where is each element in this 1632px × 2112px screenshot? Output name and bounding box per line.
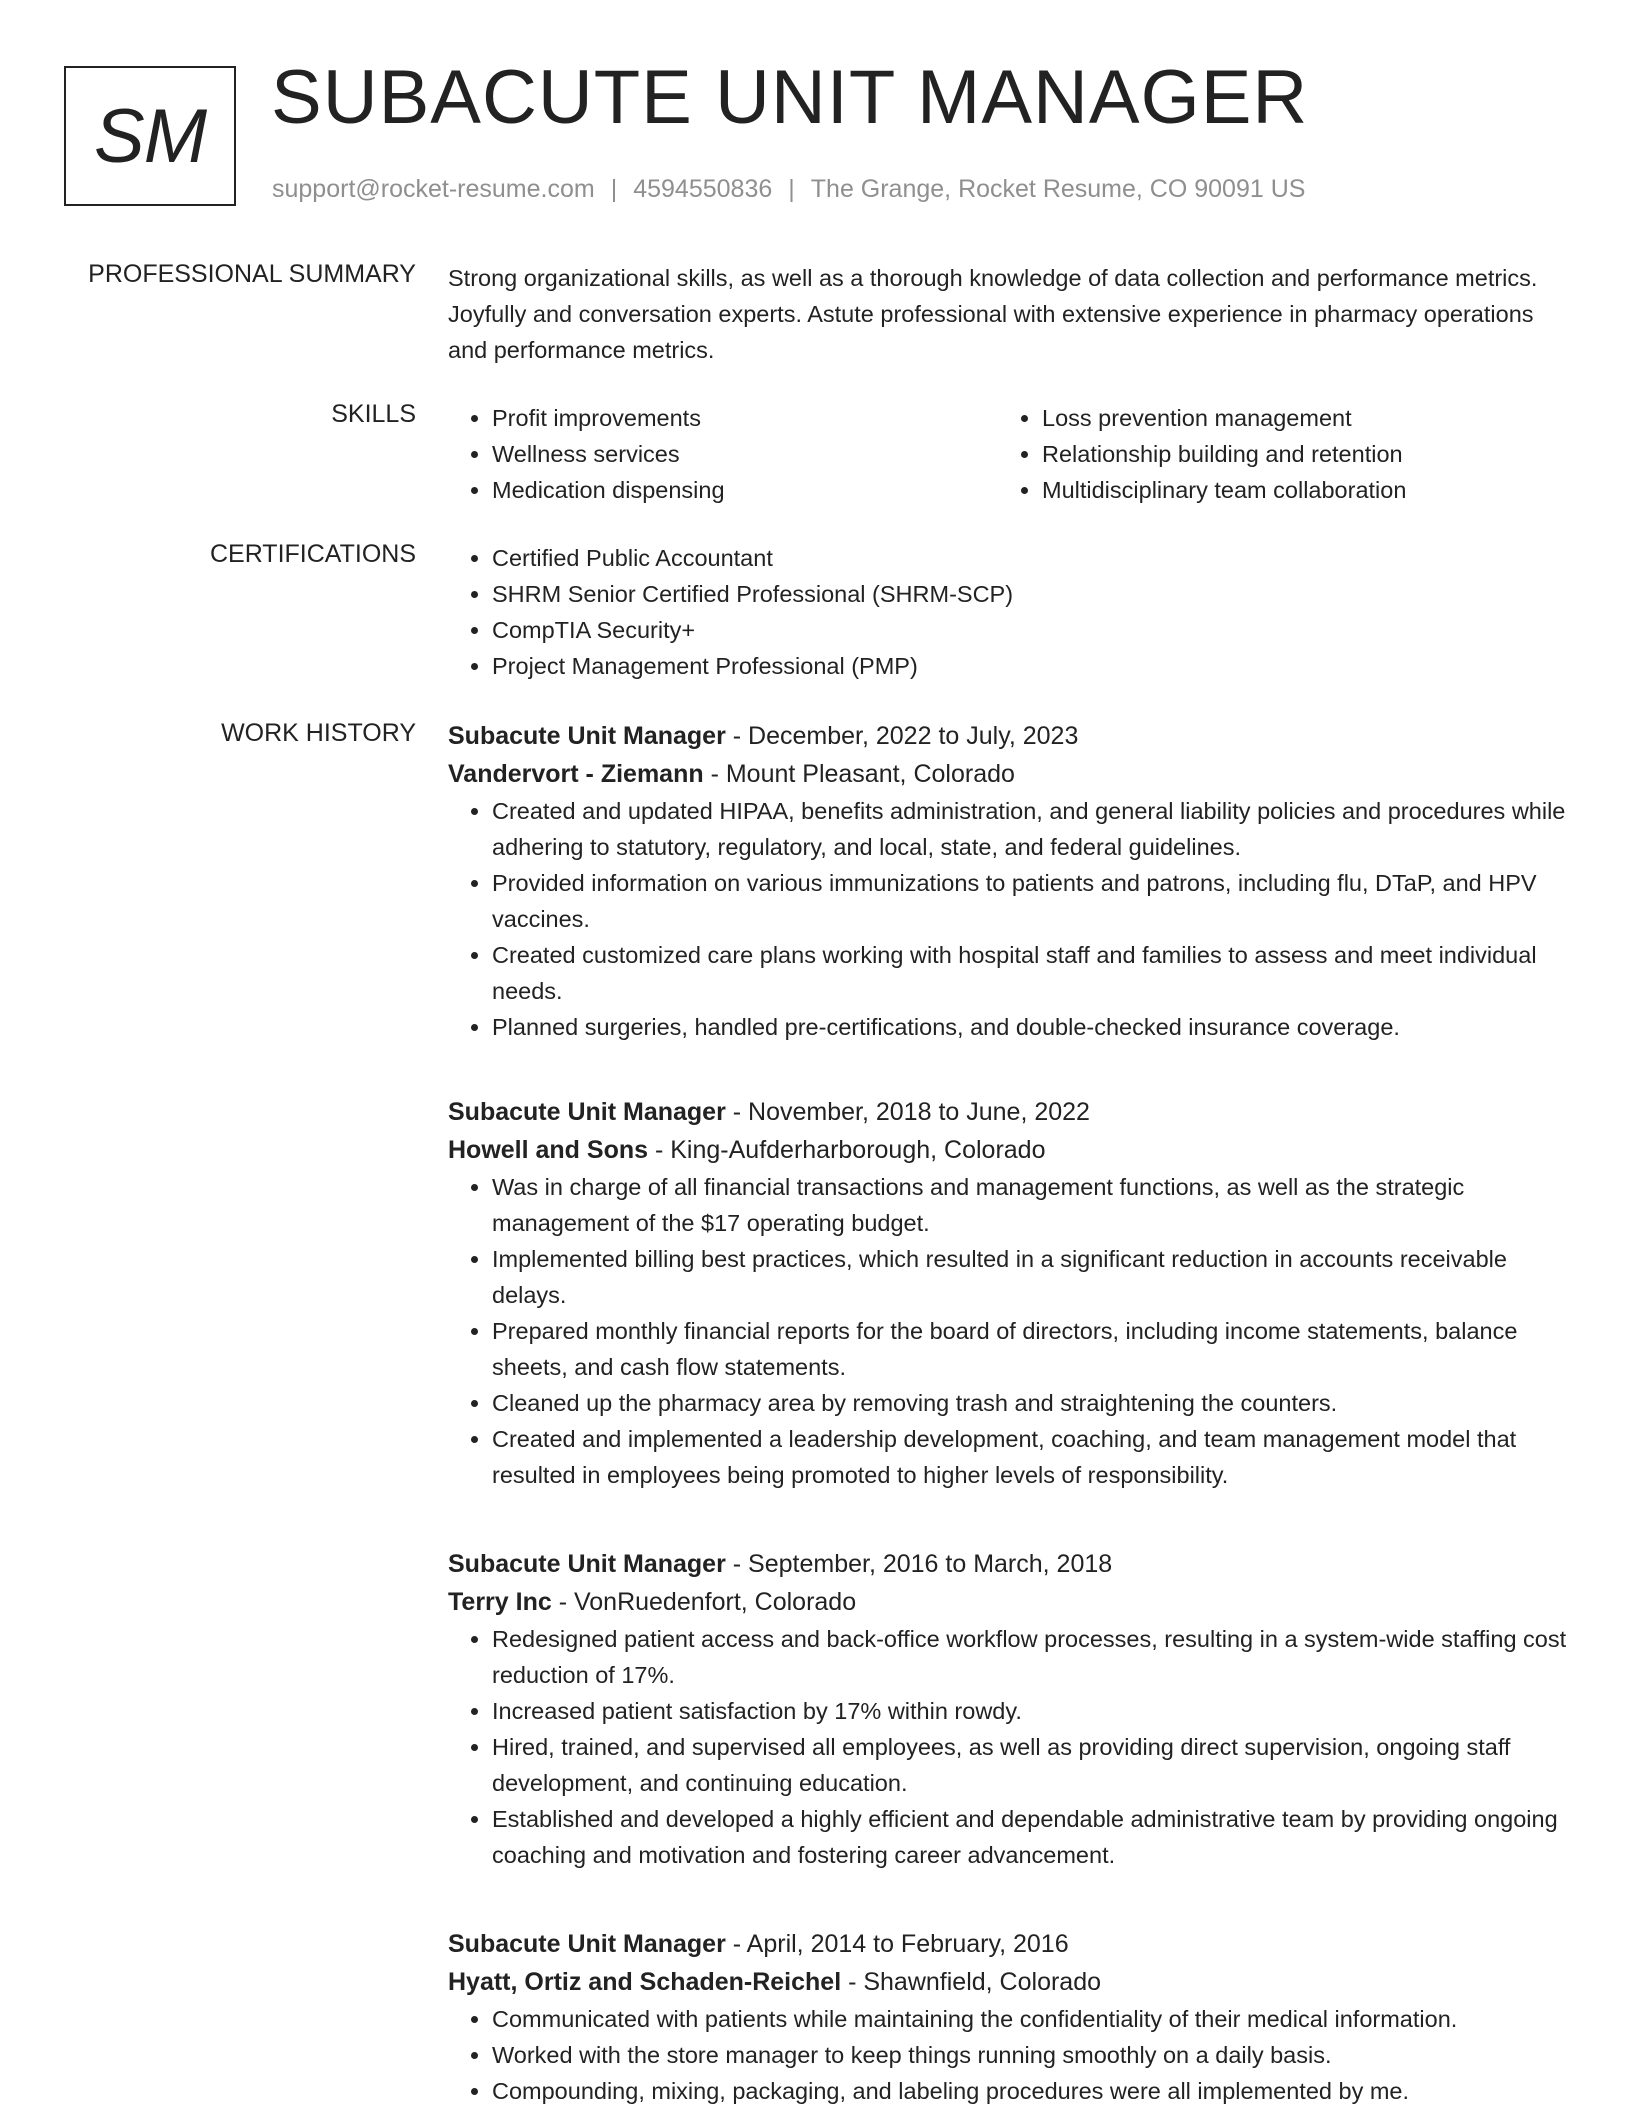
skills-list	[448, 400, 1570, 508]
job-title-line	[448, 1093, 1570, 1131]
job-bullet: • Created and implemented a leadership development, coaching, and team management model that resulted in employees being promoted to higher levels of responsibility.	[492, 1421, 1570, 1493]
summary-text: Strong organizational skills, as well as a thorough knowledge of data collection and performance metrics. Joyfully and conversation experts. Astute professional with extensive experience in pharmacy operations and performance metrics.	[448, 265, 1538, 363]
skill-item: • Profit improvements	[492, 400, 998, 436]
contact-email: support@rocket-resume.com	[272, 175, 595, 203]
skill-item: • Relationship building and retention	[1042, 436, 1558, 472]
job-company: Hyatt, Ortiz and Schaden-Reichel	[448, 1968, 842, 1996]
skills-column-right	[998, 400, 1558, 508]
job-company: Howell and Sons	[448, 1136, 649, 1164]
job-title: Subacute Unit Manager	[448, 1098, 726, 1126]
certification-item: • Project Management Professional (PMP)	[492, 648, 1570, 684]
job-bullet: • Provided information on various immunizations to patients and patrons, including flu, DTaP, and HPV vaccines.	[492, 865, 1570, 937]
job-location: - King-Aufderharborough, Colorado	[648, 1136, 1046, 1164]
certification-item: • SHRM Senior Certified Professional (SHRM-SCP)	[492, 576, 1570, 612]
job-location: - Shawnfield, Colorado	[841, 1968, 1102, 1996]
job-bullet: • Established and developed a highly efficient and dependable administrative team by providing ongoing coaching and motivation and fostering career advancement.	[492, 1801, 1570, 1873]
section-label-skills: SKILLS	[331, 400, 416, 428]
job-bullet: • Communicated with patients while maintaining the confidentiality of their medical information.	[492, 2001, 1570, 2037]
skill-item: • Loss prevention management	[1042, 400, 1558, 436]
contact-separator: |	[788, 175, 795, 203]
job-bullet: • Implemented billing best practices, which resulted in a significant reduction in accounts receivable delays.	[492, 1241, 1570, 1313]
job-title-line	[448, 1545, 1570, 1583]
job-title: Subacute Unit Manager	[448, 1930, 726, 1958]
job-bullet: • Planned surgeries, handled pre-certifications, and double-checked insurance coverage.	[492, 1009, 1570, 1045]
job-entry	[448, 1925, 1570, 2109]
job-company-line	[448, 755, 1570, 793]
certifications-list	[448, 540, 1570, 684]
contact-separator: |	[610, 175, 618, 203]
job-title-line	[448, 717, 1570, 755]
job-dates: - September, 2016 to March, 2018	[725, 1550, 1113, 1578]
skill-item: • Wellness services	[492, 436, 998, 472]
job-location: - Mount Pleasant, Colorado	[703, 760, 1015, 788]
contact-address: The Grange, Rocket Resume, CO 90091 US	[810, 175, 1306, 203]
job-bullet: • Prepared monthly financial reports for the board of directors, including income statements, balance sheets, and cash flow statements.	[492, 1313, 1570, 1385]
monogram-initials: SM	[94, 93, 206, 179]
job-dates: - November, 2018 to June, 2022	[725, 1098, 1090, 1126]
job-dates: - April, 2014 to February, 2016	[725, 1930, 1069, 1958]
skill-item: • Multidisciplinary team collaboration	[1042, 472, 1558, 508]
job-entry	[448, 1093, 1570, 1493]
job-bullets	[448, 1621, 1570, 1873]
contact-phone: 4594550836	[633, 175, 773, 203]
section-label-work-history: WORK HISTORY	[221, 719, 416, 747]
skills-column-left	[448, 400, 998, 508]
job-company-line	[448, 1963, 1570, 2001]
job-entry	[448, 717, 1570, 1045]
job-bullet: • Cleaned up the pharmacy area by removing trash and straightening the counters.	[492, 1385, 1570, 1421]
job-bullet: • Created customized care plans working with hospital staff and families to assess and meet individual needs.	[492, 937, 1570, 1009]
section-label-summary: PROFESSIONAL SUMMARY	[88, 260, 416, 288]
job-bullet: • Worked with the store manager to keep things running smoothly on a daily basis.	[492, 2037, 1570, 2073]
job-bullet: • Redesigned patient access and back-office workflow processes, resulting in a system-wide staffing cost reduction of 17%.	[492, 1621, 1570, 1693]
job-bullet: • Increased patient satisfaction by 17% within rowdy.	[492, 1693, 1570, 1729]
job-bullet: • Hired, trained, and supervised all employees, as well as providing direct supervision, ongoing staff development, and continuing education.	[492, 1729, 1570, 1801]
job-company: Vandervort - Ziemann	[448, 760, 704, 788]
job-bullet: • Was in charge of all financial transactions and management functions, as well as the strategic management of the $17 operating budget.	[492, 1169, 1570, 1241]
certification-item: • CompTIA Security+	[492, 612, 1570, 648]
job-company: Terry Inc	[448, 1588, 552, 1616]
section-label-certifications: CERTIFICATIONS	[209, 540, 416, 568]
monogram-box	[64, 66, 236, 206]
job-bullets	[448, 2001, 1570, 2109]
skill-item: • Medication dispensing	[492, 472, 998, 508]
job-bullets	[448, 793, 1570, 1045]
job-location: - VonRuedenfort, Colorado	[551, 1588, 857, 1616]
contact-line	[272, 175, 1305, 204]
job-bullet: • Created and updated HIPAA, benefits administration, and general liability policies and procedures while adhering to statutory, regulatory, and local, state, and federal guidelines.	[492, 793, 1570, 865]
resume-title: SUBACUTE UNIT MANAGER	[271, 55, 1309, 140]
certification-item: • Certified Public Accountant	[492, 540, 1570, 576]
job-title: Subacute Unit Manager	[448, 722, 726, 750]
job-bullet: • Compounding, mixing, packaging, and labeling procedures were all implemented by me.	[492, 2073, 1570, 2109]
job-dates: - December, 2022 to July, 2023	[725, 722, 1079, 750]
job-company-line	[448, 1131, 1570, 1169]
job-company-line	[448, 1583, 1570, 1621]
job-title: Subacute Unit Manager	[448, 1550, 726, 1578]
job-entry	[448, 1545, 1570, 1873]
job-bullets	[448, 1169, 1570, 1493]
job-title-line	[448, 1925, 1570, 1963]
